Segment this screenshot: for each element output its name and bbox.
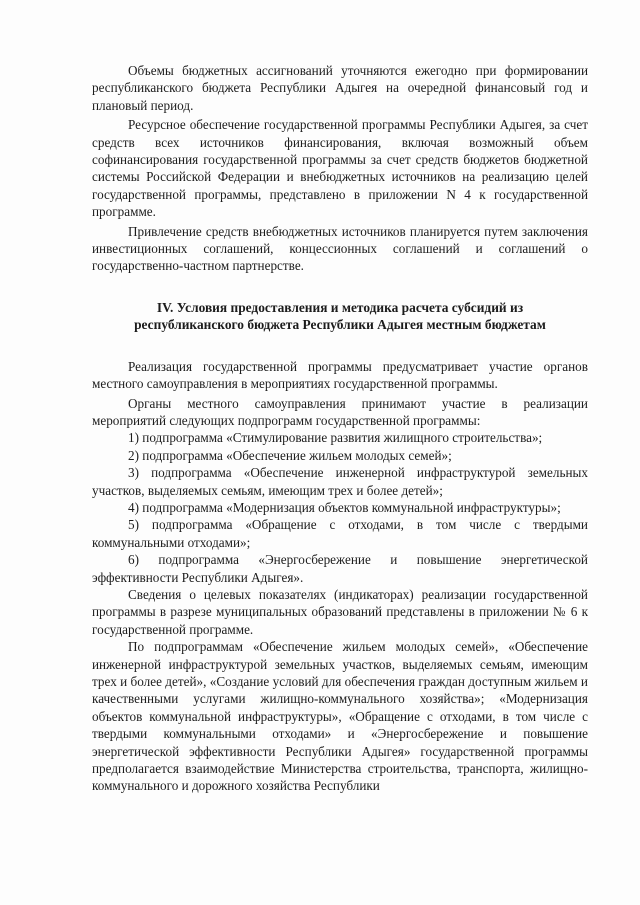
paragraph-interaction: По подпрограммам «Обеспечение жильем молодых семей», «Обеспечение инженерной инфраструктурой земельных участков, выделяемых семьям, имеющим трех и более детей», «Создание условий для обеспечения граждан доступным жильем и качественными услугами жилищно-коммунального хозяйства»; «Модернизация объектов коммунальной инфраструктуры», «Обращение с отходами, в том числе с твердыми коммунальными отходами» и «Энергосбережение и повышение энергетической эффективности Республики Адыгея» государственной программы предполагается взаимодействие Министерства строительства, транспорта, жилищно-коммунального и дорожного хозяйства Республики <box>92 639 588 794</box>
list-item-subprogram-1: 1) подпрограмма «Стимулирование развития жилищного строительства»; <box>128 430 543 446</box>
paragraph-extrabudgetary-funds: Привлечение средств внебюджетных источников планируется путем заключения инвестиционных соглашений, концессионных соглашений и соглашений о государственно-частном партнерстве. <box>92 223 588 274</box>
section-heading-line-2: республиканского бюджета Республики Адыгея местным бюджетам <box>134 317 546 333</box>
list-item-subprogram-3: 3) подпрограмма «Обеспечение инженерной инфраструктурой земельных участков, выделяемых семьям, имеющим трех и более детей»; <box>92 465 588 498</box>
list-item-subprogram-5: 5) подпрограмма «Обращение с отходами, в том числе с твердыми коммунальными отходами»; <box>92 517 588 550</box>
list-item-subprogram-2: 2) подпрограмма «Обеспечение жильем молодых семей»; <box>128 447 452 463</box>
paragraph-budget-allocations: Объемы бюджетных ассигнований уточняются ежегодно при формировании республиканского бюджета Республики Адыгея на очередной финансовый год и плановый период. <box>92 63 588 113</box>
paragraph-local-participation: Реализация государственной программы предусматривает участие органов местного самоуправления в мероприятиях государственной программы. <box>92 358 588 392</box>
document-body <box>92 62 588 795</box>
paragraph-resource-provision: Ресурсное обеспечение государственной программы Республики Адыгея, за счет средств всех источников финансирования, включая возможный объем софинансирования государственной программы за счет средств бюджетов бюджетной системы Российской Федерации и внебюджетных источников на реализацию целей государственной программы, представлено в приложении N 4 к государственной программе. <box>92 117 588 220</box>
section-heading-line-1: IV. Условия предоставления и методика расчета субсидий из <box>156 299 524 315</box>
paragraph-target-indicators: Сведения о целевых показателях (индикаторах) реализации государственной программы в разрезе муниципальных образований представлены в приложении № 6 к государственной программе. <box>92 586 588 637</box>
list-item-subprogram-4: 4) подпрограмма «Модернизация объектов коммунальной инфраструктуры»; <box>128 499 561 515</box>
section-heading <box>92 299 588 334</box>
paragraph-subprograms-intro: Органы местного самоуправления принимают участие в реализации мероприятий следующих подпрограмм государственной программы: <box>92 395 588 428</box>
list-item-subprogram-6: 6) подпрограмма «Энергосбережение и повышение энергетической эффективности Республики Адыгея». <box>92 552 588 585</box>
